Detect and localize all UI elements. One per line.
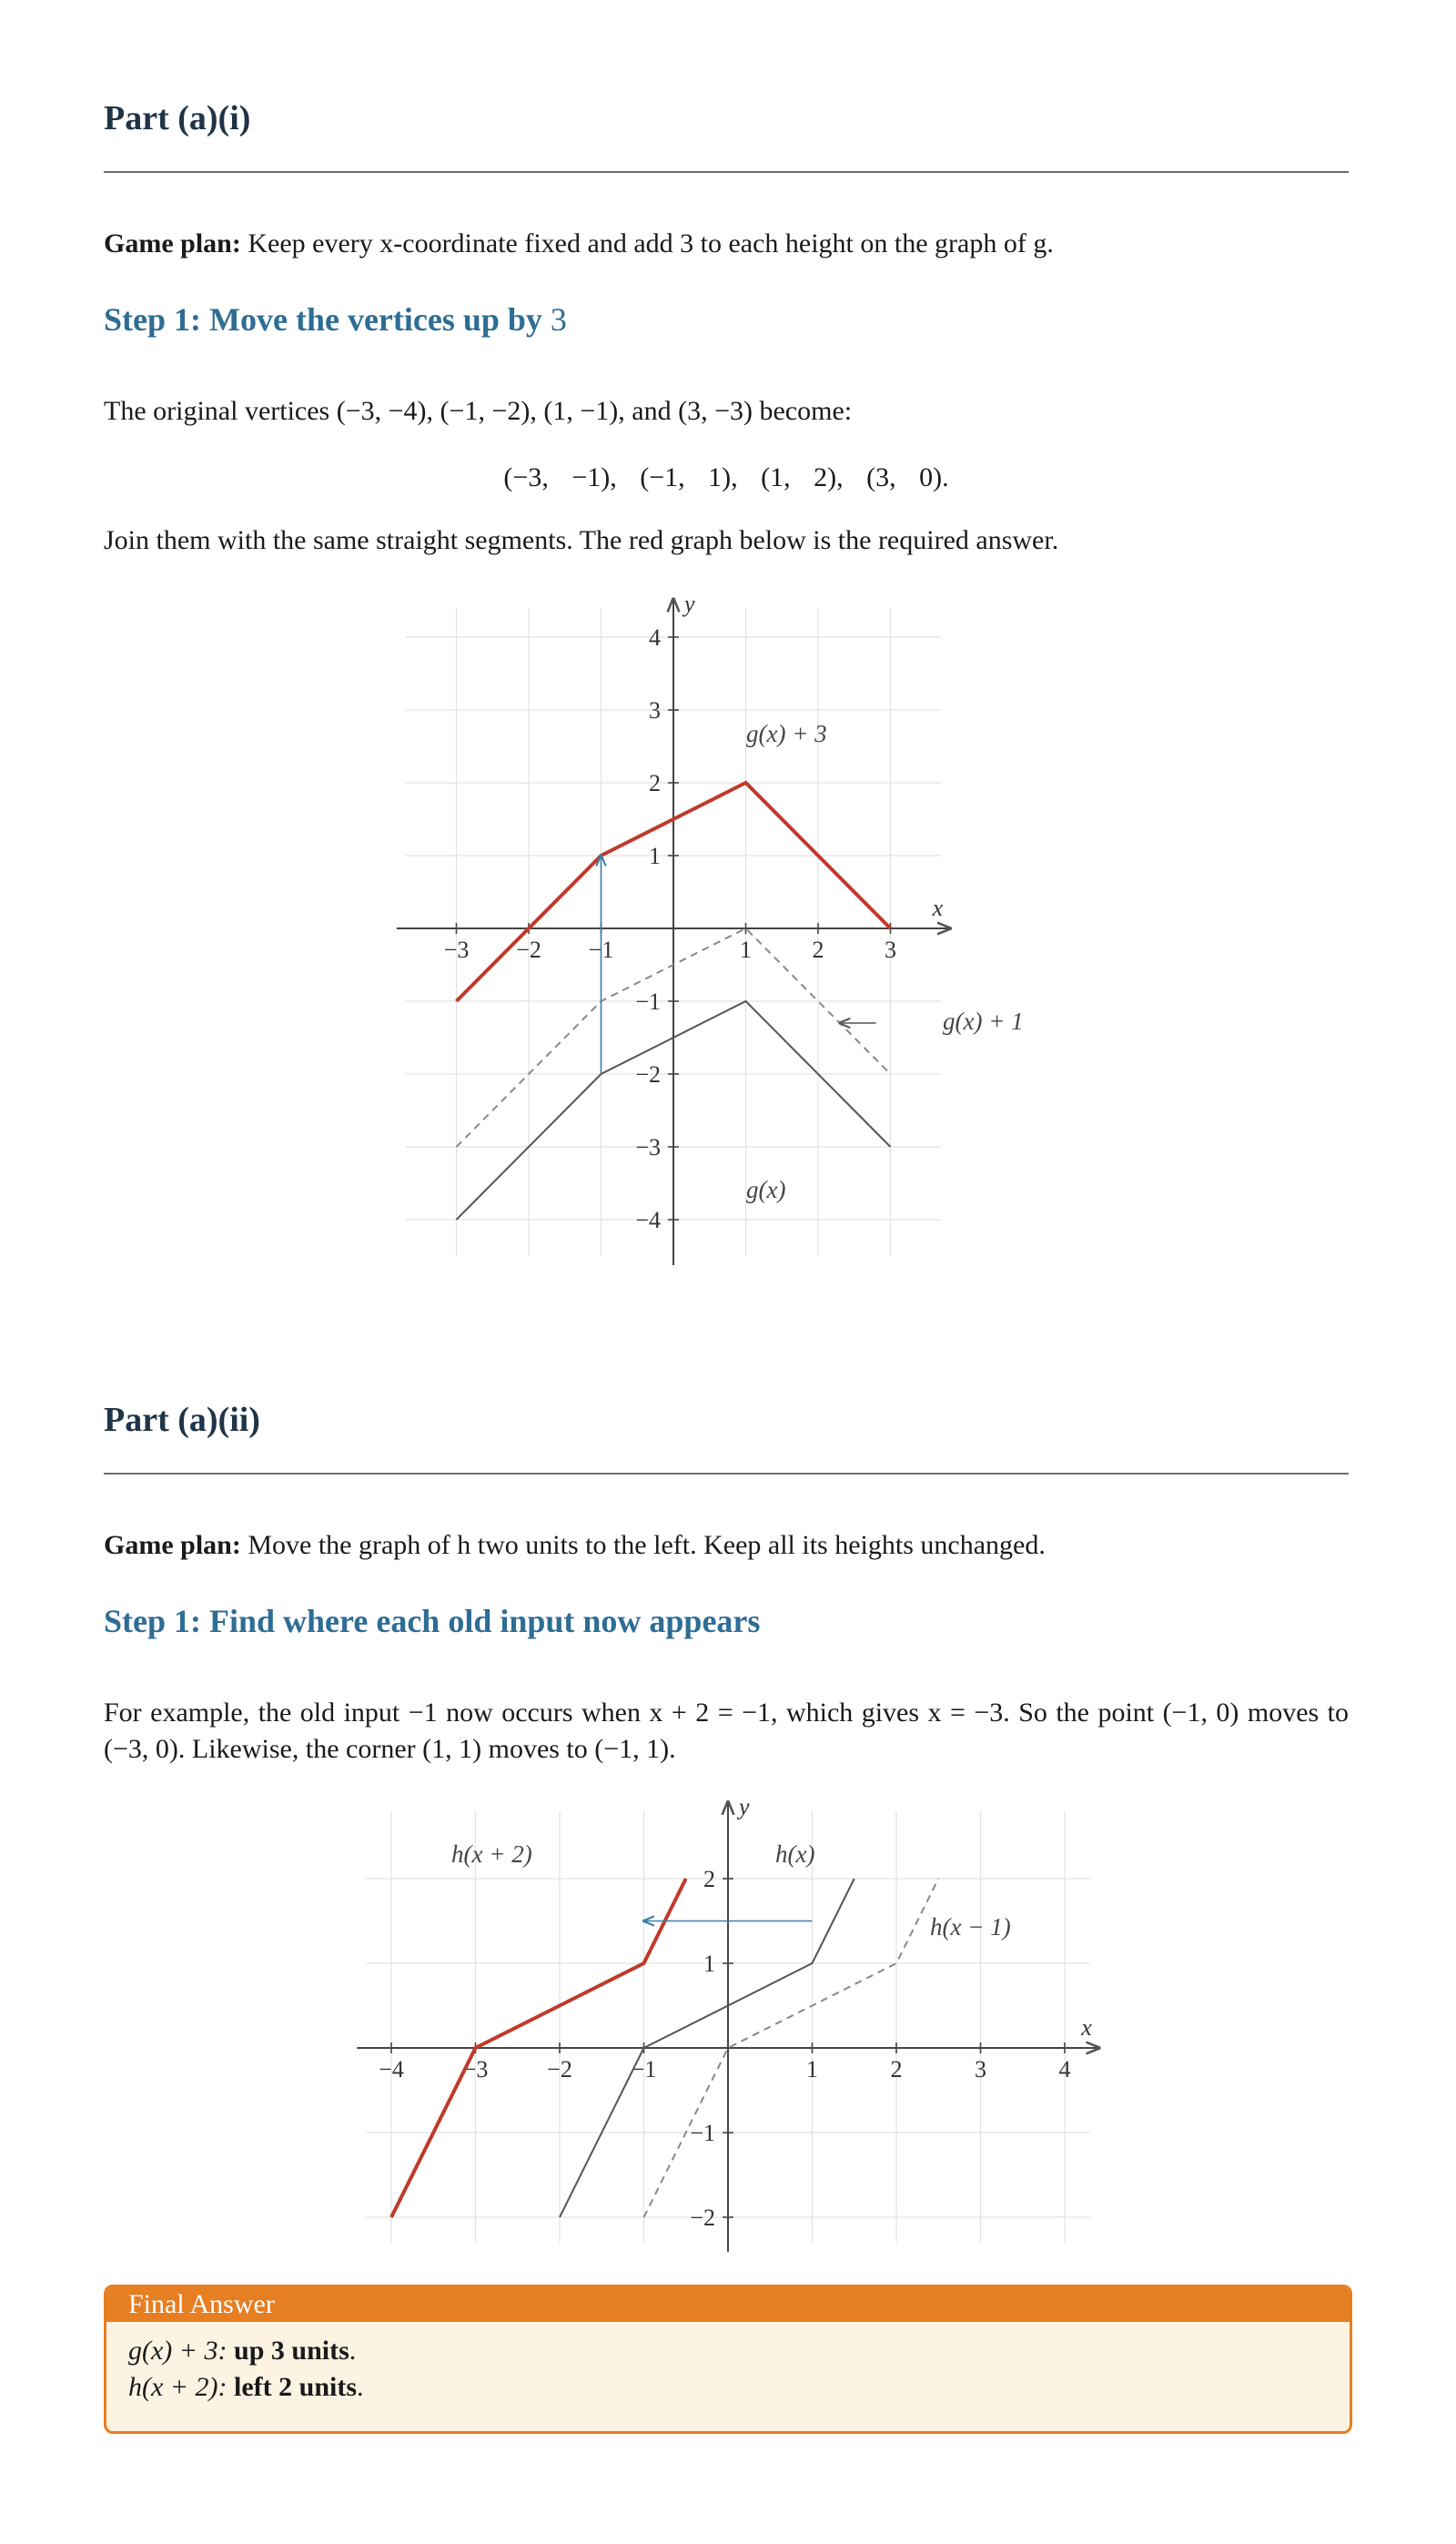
y-tick-label: −2 <box>635 1061 661 1088</box>
part1-vertices-text: The original vertices (−3, −4), (−1, −2), (1, −1), and (3, −3) become: <box>104 396 853 426</box>
final-answer-line-1: g(x) + 3: up 3 units. <box>128 2336 357 2366</box>
part1-step-num: 3 <box>550 301 567 338</box>
final-line1-text: up 3 units <box>234 2336 349 2366</box>
x-axis-label: x <box>1081 2014 1092 2041</box>
series-label: g(x) <box>746 1176 786 1203</box>
series-label: g(x) + 3 <box>746 720 827 747</box>
y-tick-label: −3 <box>635 1134 661 1161</box>
x-axis-label: x <box>932 895 944 921</box>
y-axis-label: y <box>739 1793 750 1820</box>
y-tick-label: 4 <box>649 624 661 651</box>
x-tick-label: −1 <box>588 937 614 963</box>
series-label: h(x) <box>775 1840 815 1868</box>
part1-step-label: Step 1: Move the vertices up by <box>104 301 542 338</box>
final-line1-math: g(x) + 3: <box>128 2336 228 2366</box>
final-answer-box <box>104 2285 1352 2434</box>
part1-title: Part (a)(i) <box>104 99 251 137</box>
y-tick-label: −2 <box>690 2204 715 2231</box>
x-tick-label: −4 <box>379 2056 404 2083</box>
x-tick-label: −3 <box>462 2056 489 2083</box>
series-label: h(x − 1) <box>930 1913 1011 1941</box>
x-tick-label: 2 <box>890 2056 903 2083</box>
final-line2-text: left 2 units <box>234 2372 358 2402</box>
y-tick-label: 1 <box>649 843 661 869</box>
part1-new-vertices: (−3, −1), (−1, 1), (1, 2), (3, 0). <box>503 462 949 492</box>
y-tick-label: −1 <box>690 2120 715 2146</box>
x-tick-label: 1 <box>806 2056 818 2083</box>
x-tick-label: 2 <box>812 937 824 963</box>
part2-gameplan-text: Move the graph of h two units to the left. Keep all its heights unchanged. <box>248 1530 1046 1560</box>
x-tick-label: 3 <box>975 2056 986 2083</box>
y-tick-label: 1 <box>703 1951 715 1977</box>
x-tick-label: 4 <box>1058 2056 1071 2083</box>
y-tick-label: 2 <box>703 1866 715 1892</box>
final-answer-line-2: h(x + 2): left 2 units. <box>128 2372 364 2402</box>
part2-example-text: For example, the old input −1 now occurs when x + 2 = −1, which gives x = −3. So the point (−1, 0) moves to (−3, 0). Likewise, the corner (1, 1) moves to (−1, 1). <box>104 1698 1349 1764</box>
final-line2-math: h(x + 2): <box>128 2372 228 2402</box>
part2-step-heading: Step 1: Find where each old input now appears <box>104 1603 761 1639</box>
y-tick-label: 3 <box>649 697 661 724</box>
part2-divider <box>104 1473 1349 1475</box>
x-tick-label: 1 <box>740 937 752 963</box>
y-tick-label: −4 <box>635 1207 661 1233</box>
part1-gameplan-label: Game plan: <box>104 228 241 258</box>
series-label: h(x + 2) <box>451 1840 532 1868</box>
y-tick-label: −1 <box>635 988 661 1015</box>
part2-gameplan <box>104 1527 1349 1564</box>
x-tick-label: −2 <box>516 937 541 963</box>
part1-gameplan-text: Keep every x-coordinate fixed and add 3 to each height on the graph of g. <box>248 228 1054 258</box>
part2-title: Part (a)(ii) <box>104 1401 260 1439</box>
y-tick-label: 2 <box>649 770 661 796</box>
part2-gameplan-label: Game plan: <box>104 1530 241 1560</box>
final-answer-header: Final Answer <box>106 2287 1350 2322</box>
y-axis-label: y <box>684 591 695 617</box>
x-tick-label: −1 <box>631 2056 657 2083</box>
x-tick-label: 3 <box>885 937 896 963</box>
series-label: g(x) + 1 <box>943 1008 1024 1035</box>
x-tick-label: −3 <box>443 937 470 963</box>
chart-h-transform <box>0 1775 1456 2266</box>
part1-join-text: Join them with the same straight segments. The red graph below is the required answer. <box>104 525 1059 555</box>
x-tick-label: −2 <box>547 2056 572 2083</box>
